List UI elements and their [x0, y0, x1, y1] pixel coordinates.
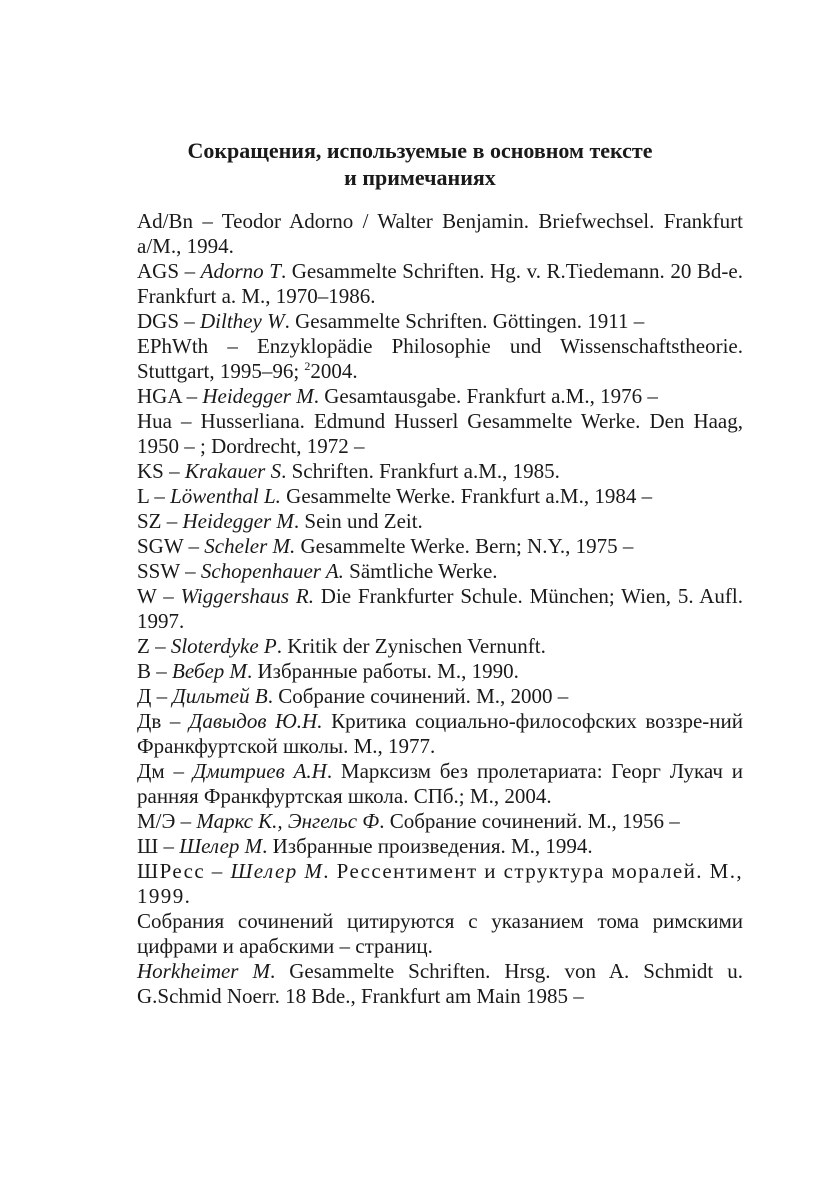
- entry-separator: –: [161, 509, 183, 533]
- entry-abbr: KS: [137, 459, 164, 483]
- entry-abbr: HGA: [137, 384, 182, 408]
- entry-separator: –: [179, 559, 201, 583]
- entry-separator: –: [151, 659, 173, 683]
- citation-note: [137, 909, 743, 959]
- entry-separator: –: [149, 484, 171, 508]
- entry-separator: –: [163, 459, 185, 483]
- entry-w: [137, 584, 743, 634]
- entry-z: [137, 634, 743, 659]
- entry-ssw: [137, 559, 743, 584]
- entry-separator: –: [179, 309, 201, 333]
- entry-separator: –: [161, 709, 190, 733]
- entry-sgw: [137, 534, 743, 559]
- entry-author: Dilthey W: [200, 309, 285, 333]
- entry-text: . Избранные работы. М., 1990.: [247, 659, 519, 683]
- entry-dv: [137, 709, 743, 759]
- entry-dgs: [137, 309, 743, 334]
- entry-author: Шелер М: [179, 834, 263, 858]
- entry-abbr: L: [137, 484, 150, 508]
- entry-abbr: AGS: [137, 259, 180, 283]
- entry-author: Дмитриев А.Н: [192, 759, 327, 783]
- entry-text: . Gesamtausgabe. Frankfurt a.M., 1976 –: [313, 384, 658, 408]
- abbreviation-list: [137, 209, 743, 1009]
- entry-m-e: [137, 809, 743, 834]
- entry-abbr: М/Э: [137, 809, 176, 833]
- entry-dm: [137, 759, 743, 809]
- entry-text: . Sein und Zeit.: [293, 509, 423, 533]
- entry-separator: –: [208, 334, 257, 358]
- entry-text: Die Frankfurter Schule. München; Wien, 5. Aufl. 1997.: [137, 584, 744, 633]
- entry-abbr: ШРесс: [137, 859, 206, 883]
- entry-text: . Марксизм без пролетариата: Георг Лукач и ранняя Франкфуртская школа. СПб.; М., 2004.: [137, 759, 743, 808]
- entry-separator: –: [158, 834, 180, 858]
- entry-text: . Schriften. Frankfurt a.M., 1985.: [281, 459, 560, 483]
- entry-author: Löwenthal L.: [170, 484, 281, 508]
- entry-text: . Избранные произведения. М., 1994.: [262, 834, 593, 858]
- entry-abbr: DGS: [137, 309, 180, 333]
- entry-text: Husserliana. Edmund Husserl Gesammelte Werke. Den Haag, 1950 – ; Dordrecht, 1972 –: [137, 409, 744, 458]
- entry-text: Собрания сочинений цитируются с указанием тома римскими цифрами и арабскими – страниц.: [137, 909, 743, 958]
- entry-text: Критика социально-философских воззре-ний Франкфуртской школы. М., 1977.: [137, 709, 744, 758]
- entry-text: . Рессентимент и структура моралей. М., 1999.: [137, 859, 743, 908]
- entry-text: Sämtliche Werke.: [343, 559, 498, 583]
- entry-author: Schopenhauer A.: [200, 559, 344, 583]
- entry-separator: –: [172, 409, 201, 433]
- entry-separator: –: [183, 534, 205, 558]
- entry-v: [137, 659, 743, 684]
- entry-text: . Собрание сочинений. М., 2000 –: [267, 684, 569, 708]
- entry-text: . Собрание сочинений. М., 1956 –: [379, 809, 680, 833]
- entry-separator: –: [156, 584, 181, 608]
- entry-author: Вебер М: [172, 659, 248, 683]
- entry-l: [137, 484, 743, 509]
- entry-author: Давыдов Ю.Н.: [189, 709, 323, 733]
- entry-abbr: Дм: [137, 759, 165, 783]
- entry-ephwth: [137, 334, 743, 384]
- page-title-line-1: Сокращения, используемые в основном тексте: [187, 138, 653, 163]
- entry-author: Krakauer S: [184, 459, 282, 483]
- entry-abbr: W: [137, 584, 157, 608]
- page-title: [0, 137, 840, 191]
- entry-ks: [137, 459, 743, 484]
- entry-separator: –: [149, 634, 171, 658]
- entry-text: Gesammelte Werke. Bern; N.Y., 1975 –: [295, 534, 634, 558]
- entry-author: Heidegger M: [182, 509, 294, 533]
- entry-abbr: EPhWth: [137, 334, 209, 358]
- entry-abbr: SGW: [137, 534, 184, 558]
- entry-author: Scheler M.: [204, 534, 296, 558]
- entry-author: Sloterdyke P: [170, 634, 277, 658]
- entry-abbr: Дв: [137, 709, 162, 733]
- entry-separator: –: [181, 384, 203, 408]
- entry-text: Gesammelte Werke. Frankfurt a.M., 1984 –: [280, 484, 653, 508]
- entry-author: Шелер М: [230, 859, 324, 883]
- entry-hua: [137, 409, 743, 459]
- entry-separator: –: [205, 859, 231, 883]
- entry-author: Adorno T: [200, 259, 281, 283]
- entry-author: Wiggershaus R.: [180, 584, 314, 608]
- entry-d: [137, 684, 743, 709]
- entry-text: . Gesammelte Schriften. Hg. v. R.Tiedemann. 20 Bd-e. Frankfurt a. M., 1970–1986.: [137, 259, 743, 308]
- entry-abbr: Z: [137, 634, 150, 658]
- entry-sz: [137, 509, 743, 534]
- entry-text-after: 2004.: [310, 359, 358, 383]
- entry-horkheimer: [137, 959, 743, 1009]
- entry-separator: –: [164, 759, 193, 783]
- entry-author: Дильтей В: [172, 684, 268, 708]
- entry-text: . Gesammelte Schriften. Göttingen. 1911 –: [284, 309, 645, 333]
- entry-abbr: SZ: [137, 509, 162, 533]
- entry-abbr: SSW: [137, 559, 180, 583]
- entry-hga: [137, 384, 743, 409]
- entry-separator: –: [151, 684, 173, 708]
- entry-separator: –: [179, 259, 201, 283]
- entry-author: Heidegger M: [202, 384, 314, 408]
- entry-separator: –: [193, 209, 222, 233]
- entry-text: . Kritik der Zynischen Vernunft.: [276, 634, 546, 658]
- entry-author: Маркс К., Энгельс Ф: [196, 809, 380, 833]
- entry-abbr: В: [137, 659, 152, 683]
- entry-abbr: Hua: [137, 409, 172, 433]
- entry-shress: [137, 859, 743, 909]
- entry-abbr: Д: [137, 684, 152, 708]
- entry-ad-bn: [137, 209, 743, 259]
- entry-abbr: Ad/Bn: [137, 209, 194, 233]
- entry-ags: [137, 259, 743, 309]
- entry-sh: [137, 834, 743, 859]
- entry-separator: –: [175, 809, 197, 833]
- edition-superscript: 2: [304, 359, 311, 373]
- entry-text: . Gesammelte Schriften. Hrsg. von A. Schmidt u. G.Schmid Noerr. 18 Bde., Frankfurt am Main 1985 –: [137, 959, 743, 1008]
- entry-author: Horkheimer M: [137, 959, 270, 983]
- entry-text: Teodor Adorno / Walter Benjamin. Briefwechsel. Frankfurt a/M., 1994.: [137, 209, 744, 258]
- entry-abbr: Ш: [137, 834, 159, 858]
- page-title-line-2: и примечаниях: [344, 165, 496, 190]
- entry-text: Enzyklopädie Philosophie und Wissenschaftstheorie. Stuttgart, 1995–96;: [137, 334, 744, 383]
